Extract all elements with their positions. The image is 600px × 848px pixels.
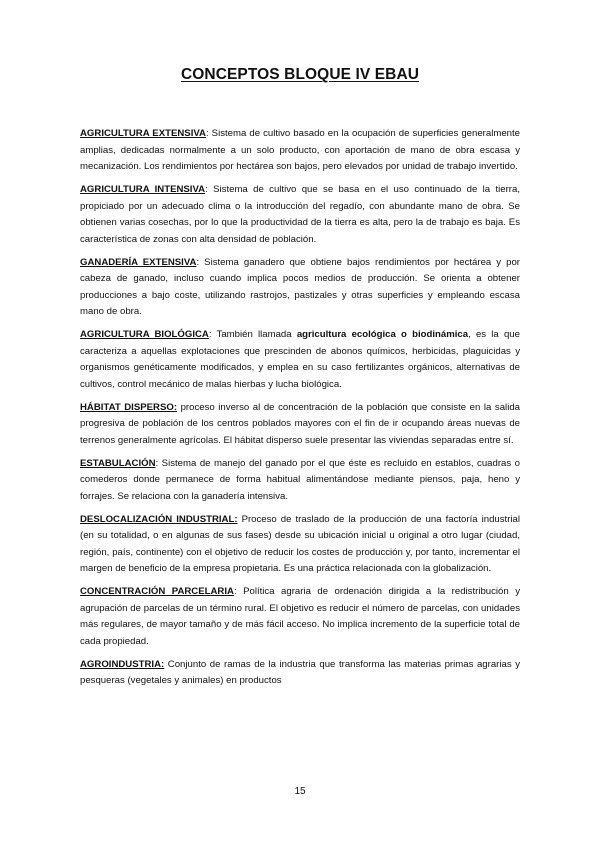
- concept-entry: [80, 182, 520, 248]
- term-separator: :: [155, 457, 159, 469]
- term-separator: :: [205, 184, 208, 195]
- concept-entry: [80, 512, 520, 578]
- term-separator: :: [196, 256, 200, 268]
- concept-term: AGRICULTURA INTENSIVA: [80, 184, 206, 195]
- concept-entry: [80, 126, 520, 176]
- concept-entry: [80, 327, 520, 393]
- concept-definition: Sistema ganadero que obtiene bajos rendimientos por hectárea y por cabeza de ganado, incluso cuando implica pocos medios de producción. Se orienta a obtener producciones a bajo coste, utilizando rastrojos, pastizales y otras superficies y empleando escasa mano de obra.: [80, 256, 520, 317]
- concept-definition: Conjunto de ramas de la industria que transforma las materias primas agrarias y pesqueras (vegetales y animales) en productos: [80, 658, 520, 686]
- concept-term: AGRICULTURA EXTENSIVA: [80, 128, 206, 139]
- concept-entry: [80, 456, 520, 506]
- concept-list: [80, 126, 520, 696]
- concept-definition: , es la que caracteriza a aquellas explotaciones que prescinden de abonos químicos, herbicidas, plaguicidas y organismos genéticamente modificados, y emplea en su caso fertilizantes orgánicos, alternativas de cultivos, control mecánico de malas hierbas y lucha biológica.: [80, 329, 520, 390]
- concept-term: GANADERÍA EXTENSIVA: [80, 256, 197, 268]
- concept-term: AGRICULTURA BIOLÓGICA: [80, 329, 209, 340]
- concept-definition: Proceso de traslado de la producción de una factoría industrial (en su totalidad, o en algunas de sus fases) desde su ubicación inicial u original a otro lugar (ciudad, región, país, continente) con el objetivo de reducir los costes de producción y, por tanto, incrementar el margen de beneficio de la empresa propietaria. Es una práctica relacionada con la globalización.: [80, 513, 520, 574]
- concept-definition: Sistema de manejo del ganado por el que éste es recluido en establos, cuadras o comederos donde permanece de forma habitual alimentándose mediante piensos, paja, heno y forrajes. Se relaciona con la ganadería intensiva.: [80, 457, 520, 502]
- concept-definition: Sistema de cultivo que se basa en el uso continuado de la tierra, propiciado por un adecuado clima o la introducción del regadío, con abundante mano de obra. Se obtienen varias cosechas, por lo que la productividad de la tierra es alta, pero la de trabajo es baja. Es característica de zonas con alta densidad de población.: [80, 184, 520, 245]
- concept-definition-emphasis: agricultura ecológica o biodinámica: [296, 329, 469, 340]
- concept-term: ESTABULACIÓN: [80, 457, 156, 469]
- term-separator: :: [205, 128, 209, 139]
- term-separator: :: [208, 329, 212, 340]
- concept-term: DESLOCALIZACIÓN INDUSTRIAL:: [80, 513, 238, 525]
- concept-entry: [80, 657, 520, 690]
- concept-definition: proceso inverso al de concentración de la población que consiste en la salida progresiva de población de los centros poblados mayores con el fin de ir ocupando áreas nuevas de terrenos generalmente agrícolas. El hábitat disperso suele presentar las viviendas separadas entre sí.: [80, 401, 520, 446]
- concept-term: AGROINDUSTRIA:: [80, 658, 165, 670]
- concept-term: HÁBITAT DISPERSO:: [80, 401, 178, 413]
- concept-term: CONCENTRACIÓN PARCELARIA: [80, 586, 234, 597]
- term-separator: :: [233, 586, 237, 597]
- page-number: 15: [294, 786, 306, 797]
- concept-definition: Sistema de cultivo basado en la ocupación de superficies generalmente amplias, dedicadas normalmente a un solo producto, con aportación de mano de obra escasa y mecanización. Los rendimientos por hectárea son bajos, pero elevados por unidad de trabajo invertido.: [80, 128, 520, 172]
- concept-definition: También llamada: [211, 329, 297, 340]
- concept-entry: [80, 255, 520, 321]
- concept-entry: [80, 584, 520, 650]
- concept-definition: Política agraria de ordenación dirigida a la redistribución y agrupación de parcelas de un término rural. El objetivo es reducir el número de parcelas, con unidades más regulares, de mayor tamaño y de más fácil acceso. No implica incremento de la superficie total de cada propiedad.: [80, 586, 521, 647]
- concept-entry: [80, 400, 520, 450]
- page-title: CONCEPTOS BLOQUE IV EBAU: [180, 66, 420, 83]
